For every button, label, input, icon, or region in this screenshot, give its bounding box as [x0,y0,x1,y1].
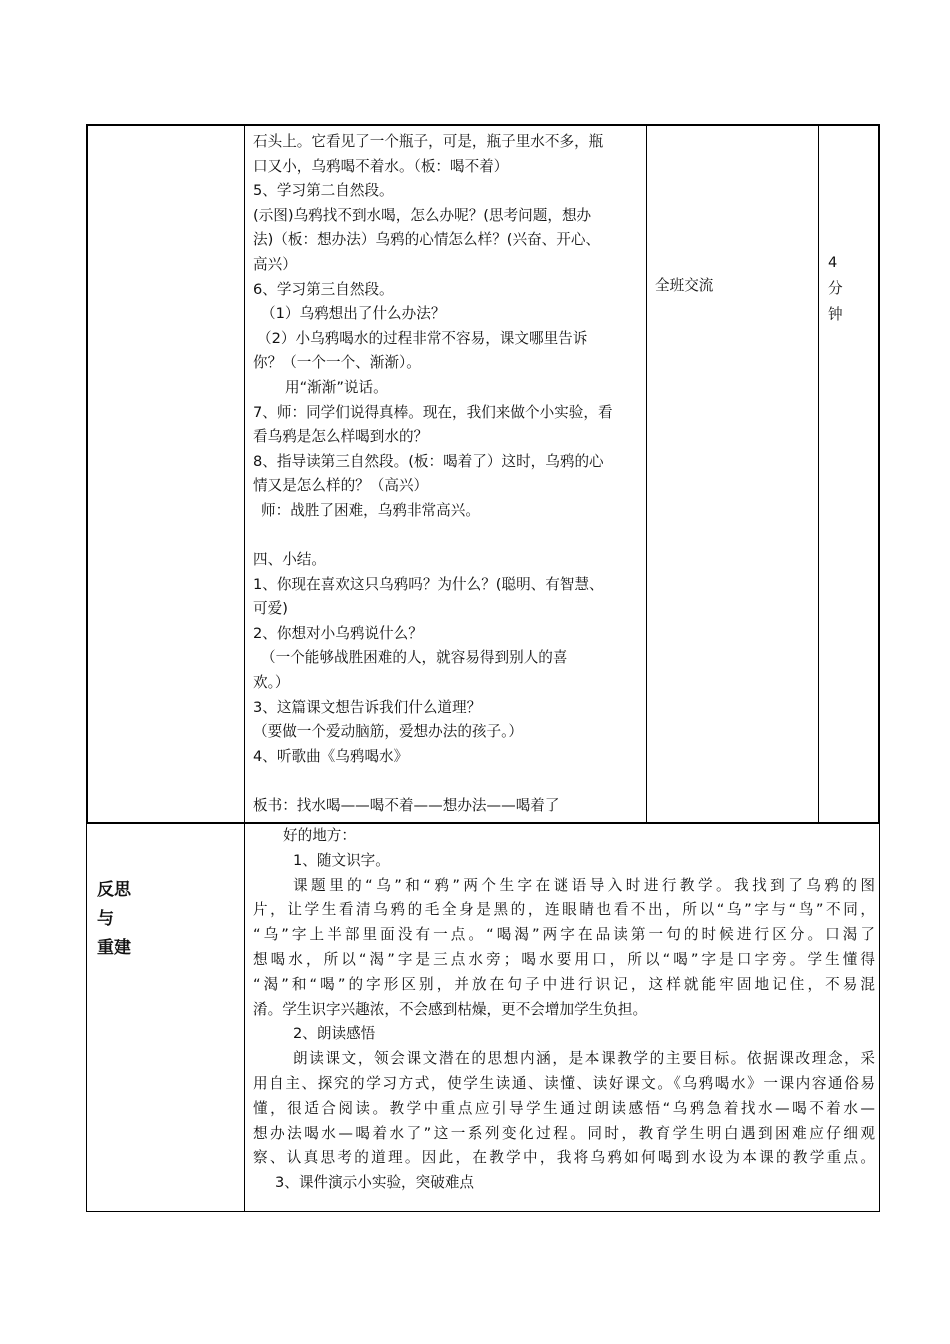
content-line: （要做一个爱动脑筋，爱想办法的孩子。） [253,723,523,741]
content-line: 6、学习第三自然段。 [253,280,394,298]
content-line: 高兴） [253,255,297,273]
label-line: 重建 [97,938,131,958]
content-line: “渴”和“喝”的字形区别，并放在句子中进行识记，这样就能牢固地记住，不易混 [253,975,875,993]
label-line: 反思 [97,880,131,900]
content-line: (示图)乌鸦找不到水喝，怎么办呢？(思考问题，想办 [253,206,592,224]
content-line: “乌”字上半部里面没有一点。“喝渴”两字在品读第一句的时候进行区分。口渴了 [253,926,875,944]
content-line [253,524,643,549]
content-line: 用“渐渐”说话。 [285,378,388,396]
reflection-label [97,876,131,963]
content-line: （一个能够战胜困难的人，就容易得到别人的喜 [261,649,568,667]
content-line: 淆。学生识字兴趣浓，不会感到枯燥，更不会增加学生负担。 [253,1000,648,1018]
content-line: （1）乌鸦想出了什么办法？ [261,305,446,323]
column-divider [818,126,819,824]
content-line: 2、朗读感悟 [293,1025,376,1043]
label-line: 与 [97,909,114,929]
content-line: 片，让学生看清乌鸦的毛全身是黑的，连眼睛也看不出，所以“乌”字与“鸟”不同， [253,901,875,919]
content-line: 欢。） [253,674,290,692]
activity-cell: 全班交流 [655,277,714,294]
content-line: 想办法喝水—喝着水了”这一系列变化过程。同时，教育学生明白遇到困难应仔细观 [253,1124,875,1142]
content-line: 8、指导读第三自然段。(板：喝着了）这时，乌鸦的心 [253,452,604,470]
content-line: 7、师：同学们说得真棒。现在，我们来做个小实验，看 [253,403,613,421]
content-line: 察、认真思考的道理。因此，在教学中，我将乌鸦如何喝到水设为本课的教学重点。 [253,1149,875,1167]
process-row [86,124,880,824]
process-content [253,130,643,819]
content-line: 情又是怎么样的？（高兴） [253,477,429,495]
reflection-content [253,824,875,1196]
time-cell [828,250,843,328]
content-line: 你？（一个一个、渐渐）。 [253,354,421,372]
column-divider [244,824,245,1211]
content-line: 3、课件演示小实验，突破难点 [275,1174,475,1192]
content-line: 5、学习第二自然段。 [253,182,394,200]
time-value: 4 [828,254,838,271]
content-line: 课题里的“乌”和“鸦”两个生字在谜语导入时进行教学。我找到了乌鸦的图 [293,876,875,894]
content-line: 看乌鸦是怎么样喝到水的？ [253,428,429,446]
content-line: 好的地方： [283,827,356,844]
column-divider [244,126,245,824]
content-line: 法)（板：想办法）乌鸦的心情怎么样？(兴奋、开心、 [253,231,601,249]
content-line: 师：战胜了困难，乌鸦非常高兴。 [261,501,480,519]
content-line: （2）小乌鸦喝水的过程非常不容易，课文哪里告诉 [257,329,588,347]
content-line: 1、随文识字。 [293,851,390,869]
content-line: 可爱) [253,600,288,618]
content-line: 石头上。它看见了一个瓶子，可是，瓶子里水不多，瓶 [253,133,604,150]
content-line: 朗读课文，领会课文潜在的思想内涵，是本课教学的主要目标。依据课改理念，采 [293,1050,875,1068]
content-line: 四、小结。 [253,551,326,569]
content-line: 板书：找水喝——喝不着——想办法——喝着了 [253,797,560,815]
time-unit: 钟 [828,306,843,323]
content-line: 3、这篇课文想告诉我们什么道理？ [253,698,482,716]
time-unit: 分 [828,280,843,297]
reflection-row [86,824,880,1212]
content-line: 懂，很适合阅读。教学中重点应引导学生通过朗读感悟“乌鸦急着找水—喝不着水— [253,1099,875,1117]
content-line: 4、听歌曲《乌鸦喝水》 [253,747,409,765]
content-line: 口又小，乌鸦喝不着水。（板：喝不着） [253,157,509,175]
column-divider [646,126,647,824]
content-line: 1、你现在喜欢这只乌鸦吗？为什么？(聪明、有智慧、 [253,575,604,593]
content-line [253,769,643,794]
content-line: 用自主、探究的学习方式，使学生读通、读懂、读好课文。《乌鸦喝水》一课内容通俗易 [253,1074,875,1092]
content-line: 2、你想对小乌鸦说什么？ [253,624,423,642]
content-line: 想喝水，所以“渴”字是三点水旁；喝水要用口，所以“喝”字是口字旁。学生懂得 [253,950,875,968]
